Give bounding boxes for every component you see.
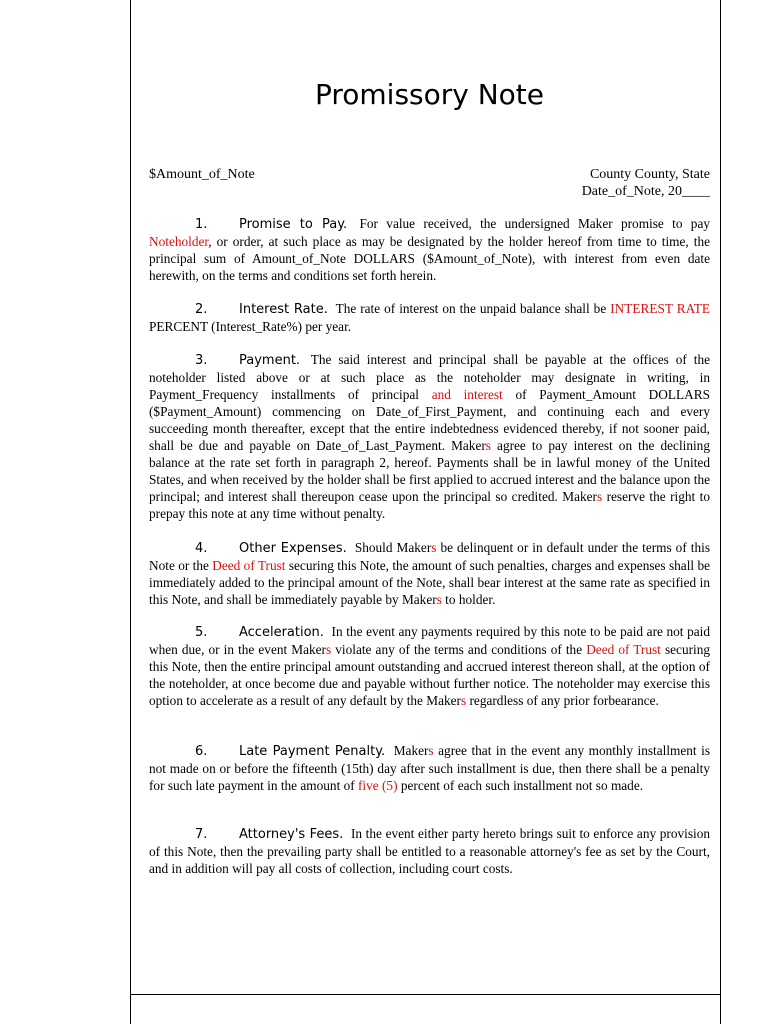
body-text: , or order, at such place as may be designated by the holder hereof from time to time, the principal sum of Amount_of_Note DOLLARS ($Amount_of_Note), with interest from even date herewith, on the terms and conditions set forth herein. (149, 234, 710, 283)
paragraph-late-payment-penalty (149, 742, 710, 794)
highlighted-field: Deed of Trust (212, 558, 286, 573)
body-text: be delinquent or in default under the terms of this Note or the (149, 540, 710, 573)
page-border-left (130, 0, 131, 1024)
paragraph-attorneys-fees (149, 825, 710, 877)
highlighted-field: s (596, 489, 603, 504)
page-border-right (720, 0, 721, 1024)
paragraph-number: 2. (195, 302, 208, 317)
highlighted-field: s (460, 693, 467, 708)
paragraph-heading: Payment. (239, 353, 301, 368)
paragraph-number: 1. (195, 217, 208, 232)
paragraph-other-expenses (149, 539, 710, 608)
paragraph-body (149, 352, 710, 521)
paragraph-interest-rate (149, 300, 710, 335)
paragraph-heading: Late Payment Penalty. (239, 744, 386, 759)
paragraph-number: 5. (195, 625, 208, 640)
paragraph-acceleration (149, 623, 710, 709)
paragraph-heading: Attorney's Fees. (239, 827, 344, 842)
body-text: The said interest and principal shall be payable at the offices of the noteholder listed above or at such place as the noteholder may designate in writing, in Payment_Frequency installments of principal (149, 352, 710, 402)
highlighted-field: INTEREST RATE (610, 301, 710, 316)
paragraph-heading: Interest Rate. (239, 302, 328, 317)
document-title: Promissory Note (314, 78, 545, 111)
paragraph-number: 7. (195, 827, 208, 842)
highlighted-field: s (485, 438, 491, 453)
body-text: securing this Note, then the entire principal amount outstanding and accrued interest thereon shall, at the option of the noteholder, at once become due and payable without further notice. The noteholder may exercise this option to accelerate as a result of any default by the Maker (149, 642, 711, 708)
body-text: The rate of interest on the unpaid balance shall be (335, 301, 611, 316)
highlighted-field: Deed of Trust (586, 642, 661, 657)
page-break-line (130, 994, 721, 995)
body-text: securing this Note, the amount of such penalties, charges and expenses shall be immediately added to the principal amount of the Note, shall bear interest at the same rate as specified in this Note, and shall be immediately payable by Maker (149, 558, 710, 607)
highlighted-field: s (436, 592, 442, 607)
highlighted-field: s (326, 642, 332, 657)
paragraph-number: 4. (195, 541, 208, 556)
body-text: PERCENT (Interest_Rate%) per year. (149, 319, 352, 334)
body-text: percent of each such installment not so made. (397, 778, 644, 793)
paragraph-heading: Acceleration. (239, 625, 324, 640)
body-text: regardless of any prior forbearance. (466, 693, 659, 708)
body-text: reserve the right to prepay this note at any time without penalty. (149, 489, 711, 521)
header-location-date (582, 166, 710, 200)
header-amount: $Amount_of_Note (149, 167, 255, 182)
body-text: agree that in the event any monthly installment is not made on or before the fifteenth (15th) day after such installment is due, then there shall be a penalty for such late payment in the amount of (149, 743, 710, 793)
paragraph-number: 6. (195, 744, 208, 759)
paragraph-payment (149, 351, 710, 522)
body-text: In the event any payments required by this note to be paid are not paid when due, or in the event Maker (149, 624, 711, 657)
body-text: violate any of the terms and conditions of the (331, 642, 587, 657)
body-text: Maker (393, 743, 429, 758)
body-text: Should Maker (354, 540, 432, 555)
body-text: agree to pay interest on the declining balance at the rate set forth in paragraph 2, hereof. Payments shall be in lawful money of the United States, and when received by the holder shall be first applied to accrued interest and the balance upon the principal; and interest shall thereupon cease upon the principal so credited. Maker (149, 438, 710, 504)
body-text: In the event either party hereto brings suit to enforce any provision of this Note, then the prevailing party shall be entitled to a reasonable attorney's fee as set by the Court, and in addition will pay all costs of collection, including court costs. (149, 826, 710, 876)
body-text: For value received, the undersigned Maker promise to pay (359, 216, 710, 231)
paragraph-heading: Other Expenses. (239, 541, 347, 556)
highlighted-field: five (5) (358, 778, 398, 793)
paragraph-heading: Promise to Pay. (239, 217, 348, 232)
highlighted-field: s (431, 540, 437, 555)
body-text: to holder. (441, 592, 496, 607)
header-date: Date_of_Note, 20____ (581, 184, 710, 199)
highlighted-field: Noteholder (149, 234, 209, 249)
paragraph-promise-to-pay (149, 215, 710, 284)
highlighted-field: s (428, 743, 434, 758)
body-text: of Payment_Amount DOLLARS ($Payment_Amount) commencing on Date_of_First_Payment, and continuing each and every succeeding month thereafter, except that the entire indebtedness evidenced thereby, if not sooner paid, shall be due and payable on Date_of_Last_Payment. Maker (149, 387, 711, 453)
header-location: County County, State (589, 167, 710, 182)
paragraph-number: 3. (195, 353, 208, 368)
highlighted-field: and interest (431, 387, 503, 402)
